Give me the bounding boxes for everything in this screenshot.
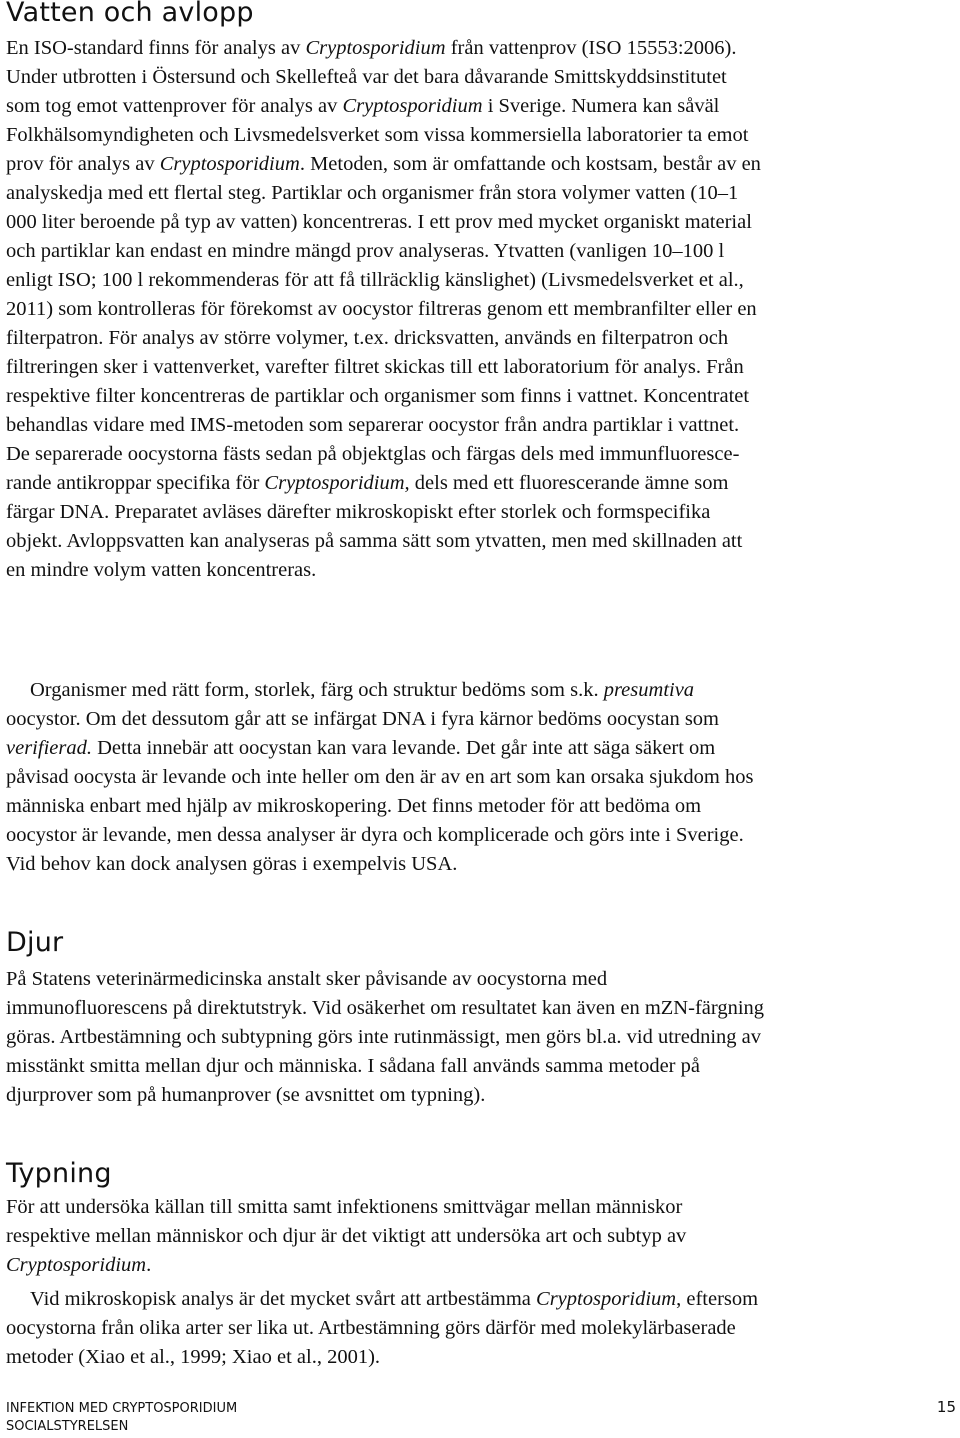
text-run: . Metoden, som är omfattande och kostsam, består av en analyskedja med ett flertal steg. Partiklar och organismer från stora volymer vatten (10–1 000 liter beroende på typ av vatten) koncentreras. I ett prov med mycket organiskt material och partiklar kan endast en mindre mängd prov analyseras. Ytvatten (vanligen 10–100 l enligt ISO; 100 l rekommenderas för att få tillräcklig känslighet) (Livsmedelsverket et al., 2011) som kontrolleras för förekomst av oocystor filtreras genom ett membranfilter eller en filterpatron. För analys av större volymer, t.ex. dricksvatten, används en filterpatron och filtreringen sker i vattenverket, varefter filtret skickas till ett laboratorium för analys. Från respektive filter koncentreras de partiklar och organismer som finns i vattnet. Koncentratet behandlas vidare med IMS-metoden som separerar oocystor från andra partiklar i vattnet. De separerade oocystorna fästs sedan på objektglas och färgas dels med immunfluorescerande antikroppar specifika för — [6, 153, 761, 494]
italic-term: Cryptosporidium, — [264, 472, 410, 494]
text-run: En ISO-standard finns för analys av — [6, 37, 306, 59]
section-heading-vatten: Vatten och avlopp — [6, 0, 254, 28]
text-run: Vid mikroskopisk analys är det mycket svårt att artbestämma — [30, 1288, 537, 1310]
italic-term: Cryptosporidium — [536, 1288, 677, 1310]
page-number: 15 — [936, 1398, 956, 1416]
italic-term: presumtiva — [603, 679, 695, 701]
italic-term: Cryptosporidium — [342, 95, 483, 117]
text-run: Detta innebär att oocystan kan vara levande. Det går inte att säga säkert om påvisad oocysta är levande och inte heller om den är av en art som kan orsaka sjukdom hos människa enbart med hjälp av mikroskopering. Det finns metoder för att bedöma om oocystor är levande, men dessa analyser är dyra och komplicerade och görs inte i Sverige. Vid behov kan dock analysen göras i exempelvis USA. — [6, 737, 754, 875]
italic-term: Cryptosporidium — [159, 153, 300, 175]
text-run: . — [146, 1254, 152, 1276]
paragraph-typning-1 — [6, 1193, 766, 1280]
text-run: För att undersöka källan till smitta samt infektionens smittvägar mellan människor respektive mellan människor och djur är det viktigt att undersöka art och subtyp av — [6, 1196, 687, 1247]
text-run: dels med ett fluorescerande ämne som färgar DNA. Preparatet avläses därefter mikroskopiskt efter storlek och formspecifika objekt. Avloppsvatten kan analyseras på samma sätt som ytvatten, men med skillnaden att en mindre volym vatten koncentreras. — [6, 472, 743, 581]
text-run: i Sverige. Numera kan såväl Folkhälsomyndigheten och Livsmedelsverket som vissa kommersiella laboratorier ta emot prov för analys av — [6, 95, 749, 175]
footer-publisher: SOCIALSTYRELSEN — [6, 1419, 129, 1434]
paragraph-djur — [6, 965, 766, 1110]
italic-term: Cryptosporidium — [6, 1254, 147, 1276]
paragraph-vatten-1 — [6, 34, 766, 585]
text-run: På Statens veterinärmedicinska anstalt sker påvisande av oocystorna med immunofluorescens på direktutstryk. Vid osäkerhet om resultatet kan även en mZN-färgning göras. Artbestämning och subtypning görs inte rutinmässigt, men görs bl.a. vid utredning av misstänkt smitta mellan djur och människa. I sådana fall används samma metoder på djurprover som på humanprover (se avsnittet om typning). — [6, 968, 765, 1106]
page-footer — [6, 1400, 237, 1436]
text-run: , eftersom oocystorna från olika arter ser lika ut. Artbestämning görs därför med molekylärbaserade metoder (Xiao et al., 1999; Xiao et al., 2001). — [6, 1288, 759, 1368]
paragraph-typning-2 — [6, 1285, 766, 1372]
section-heading-djur: Djur — [6, 927, 64, 958]
text-run: från vattenprov (ISO 15553:2006). Under utbrotten i Östersund och Skellefteå var det bara dåvarande Smittskyddsinstitutet som tog emot vattenprover för analys av — [6, 37, 737, 117]
paragraph-vatten-2 — [6, 676, 766, 879]
text-run: Organismer med rätt form, storlek, färg och struktur bedöms som s.k. — [30, 679, 604, 701]
text-run: oocystor. Om det dessutom går att se infärgat DNA i fyra kärnor bedöms oocystan som — [6, 708, 719, 730]
italic-term: verifierad. — [6, 737, 92, 759]
italic-term: Cryptosporidium — [305, 37, 446, 59]
section-heading-typning: Typning — [6, 1158, 112, 1189]
footer-publication-title: INFEKTION MED CRYPTOSPORIDIUM — [6, 1401, 238, 1416]
